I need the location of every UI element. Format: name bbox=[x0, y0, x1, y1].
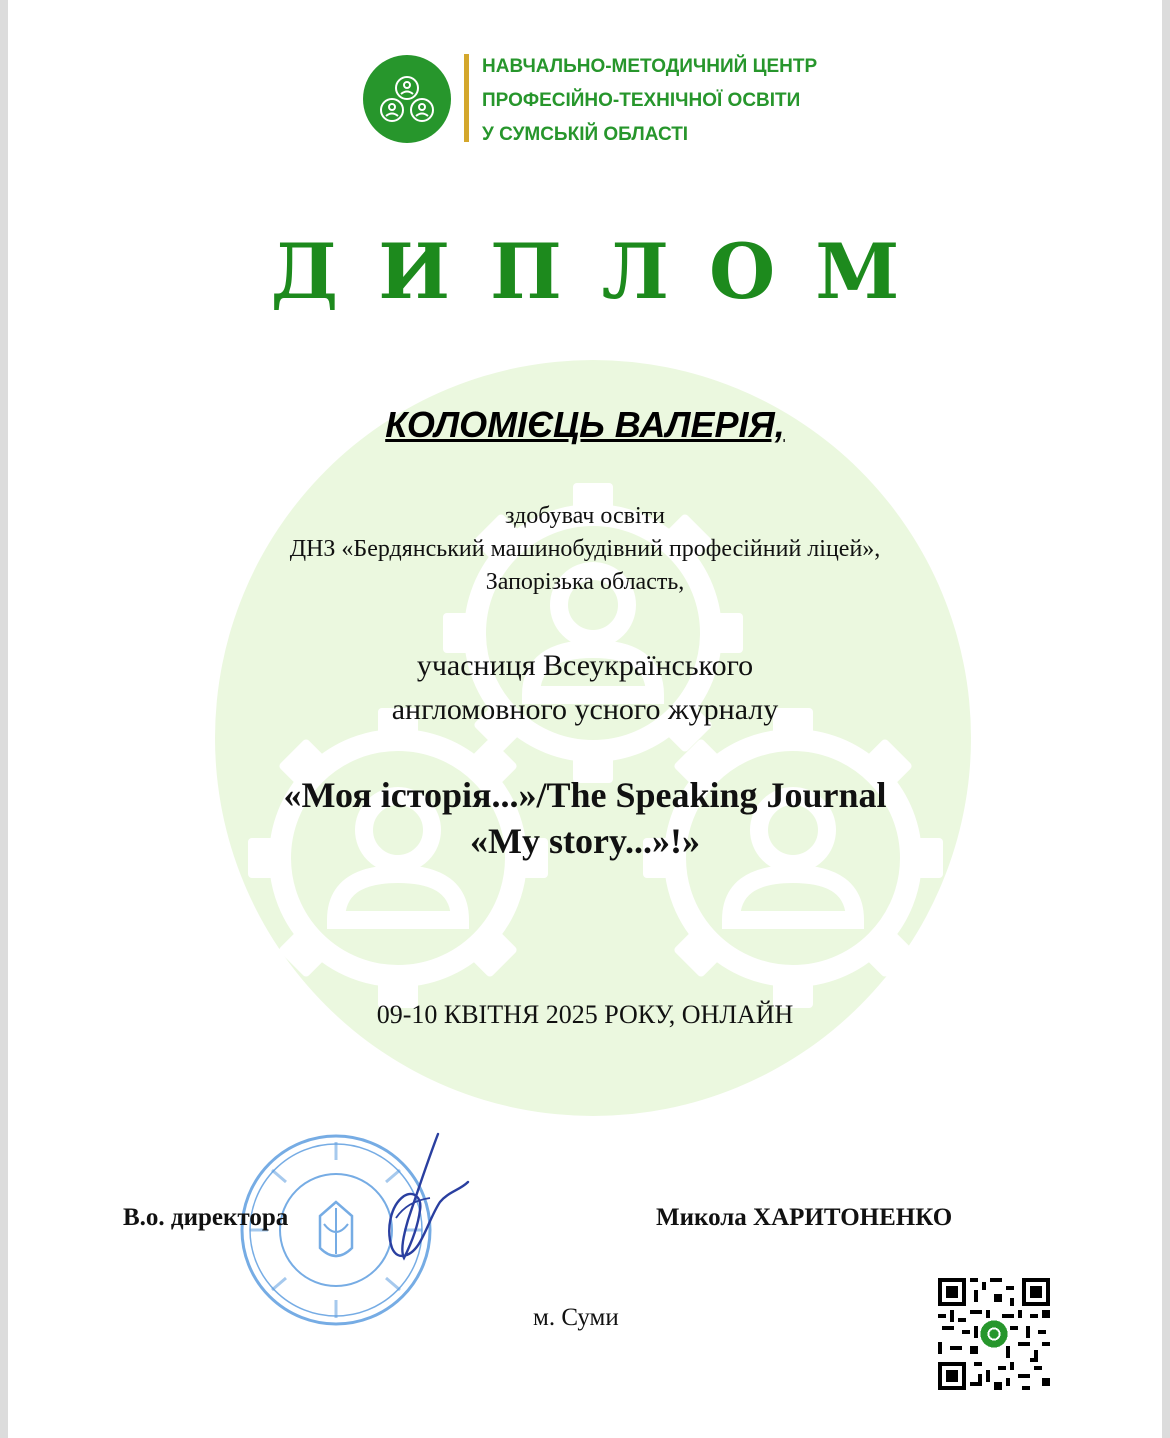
recipient-status: здобувач освіти bbox=[505, 503, 665, 529]
organization-name bbox=[482, 50, 902, 152]
event-date: 09-10 КВІТНЯ 2025 РОКУ, ОНЛАЙН bbox=[376, 1000, 794, 1029]
diploma-title: ДИПЛОМ bbox=[270, 227, 940, 316]
participant-role bbox=[8, 644, 1162, 732]
org-line-3: У СУМСЬКІЙ ОБЛАСТІ bbox=[482, 124, 689, 145]
recipient-name: КОЛОМІЄЦЬ ВАЛЕРІЯ, bbox=[385, 404, 785, 445]
org-line-2: ПРОФЕСІЙНО-ТЕХНІЧНОЇ ОСВІТИ bbox=[482, 90, 801, 111]
diploma-page bbox=[8, 0, 1162, 1438]
signatory-name: Микола ХАРИТОНЕНКО bbox=[656, 1204, 953, 1231]
logo-divider bbox=[464, 54, 469, 142]
signatory-position: В.о. директора bbox=[123, 1204, 289, 1231]
role-line-1: учасниця Всеукраїнського bbox=[416, 649, 754, 682]
issue-city: м. Суми bbox=[533, 1304, 619, 1331]
role-line-2: англомовного усного журналу bbox=[391, 693, 779, 726]
qr-code-icon[interactable] bbox=[938, 1278, 1050, 1390]
director-signature bbox=[308, 1130, 488, 1280]
event-title bbox=[8, 772, 1162, 864]
gears-people-icon bbox=[362, 54, 452, 144]
org-line-1: НАВЧАЛЬНО-МЕТОДИЧНИЙ ЦЕНТР bbox=[482, 56, 818, 77]
event-line-1: «Моя історія...»/The Speaking Journal bbox=[283, 775, 887, 815]
event-line-2: «My story...»!» bbox=[470, 821, 700, 861]
recipient-info bbox=[8, 500, 1162, 599]
recipient-institution: ДНЗ «Бердянський машинобудівний професійний ліцей», bbox=[289, 536, 881, 562]
recipient-region: Запорізька область, bbox=[485, 569, 685, 595]
